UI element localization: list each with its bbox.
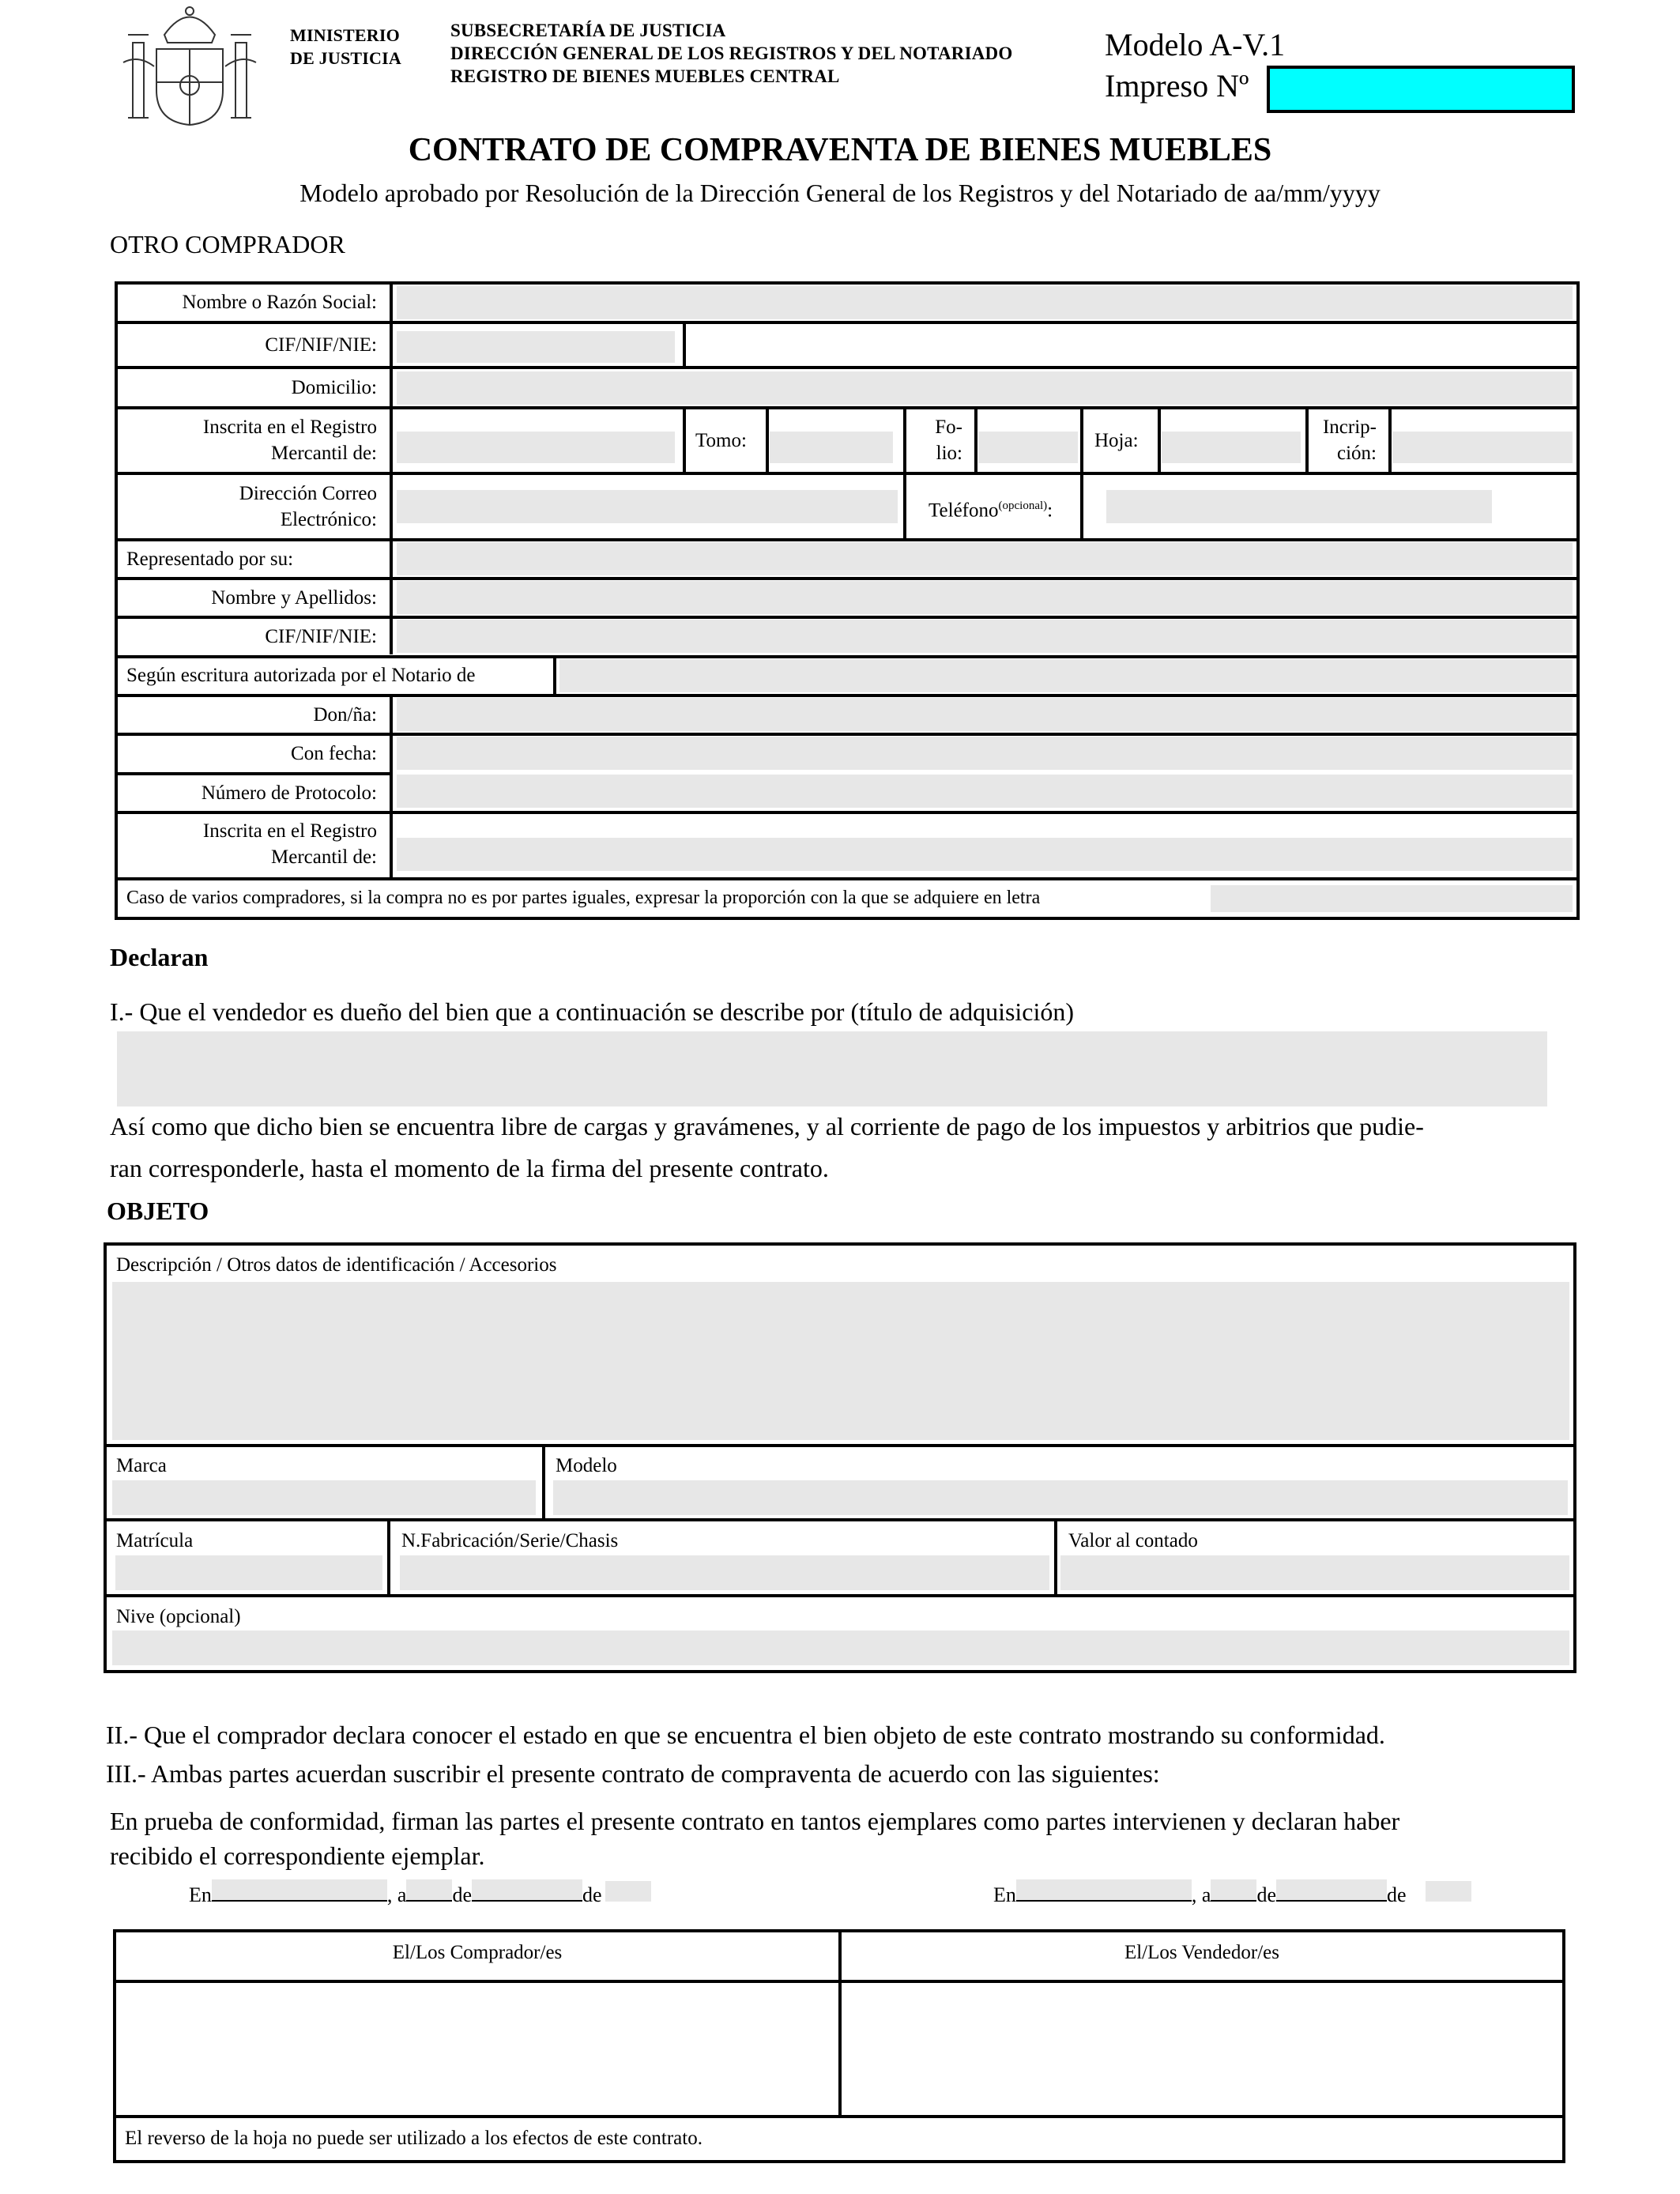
label-representado: Representado por su: — [126, 548, 294, 570]
hoja-field[interactable] — [1162, 432, 1301, 463]
label-matricula: Matrícula — [116, 1530, 194, 1551]
clause-3: III.- Ambas partes acuerdan suscribir el presente contrato de compraventa de acuerdo con las siguientes: — [106, 1759, 1160, 1788]
domicilio-field[interactable] — [397, 371, 1573, 405]
inscripcion-field[interactable] — [1392, 432, 1573, 463]
label-fabricacion: N.Fabricación/Serie/Chasis — [401, 1530, 619, 1551]
telefono-field[interactable] — [1106, 490, 1492, 523]
label-inscrita: Inscrita en el Registro Mercantil de: — [202, 417, 377, 464]
libre-cargas-line-1: Así como que dicho bien se encuentra libre de cargas y gravámenes, y al corriente de pago de los impuestos y arbitrios que pudie- — [110, 1112, 1424, 1140]
label-cif: CIF/NIF/NIE: — [265, 334, 377, 356]
coat-of-arms-logo — [119, 3, 261, 128]
valor-field[interactable] — [1060, 1555, 1569, 1590]
label-nombre: Nombre o Razón Social: — [182, 292, 377, 313]
label-inscripcion: Incrip- ción: — [1322, 417, 1377, 464]
buyer-section-heading: OTRO COMPRADOR — [110, 230, 345, 258]
fabricacion-field[interactable] — [400, 1555, 1049, 1590]
declaran-item-1: I.- Que el vendedor es dueño del bien que a continuación se describe por (título de adquisición) — [110, 997, 1075, 1026]
date-place-field[interactable] — [1016, 1879, 1192, 1902]
fecha-field[interactable] — [397, 737, 1573, 770]
ministry-line-1: MINISTERIO — [290, 25, 400, 45]
label-fecha: Con fecha: — [291, 743, 377, 764]
label-protocolo: Número de Protocolo: — [201, 782, 377, 804]
declaran-heading: Declaran — [110, 943, 209, 971]
rep-cif-field[interactable] — [397, 620, 1573, 653]
department-line-2: DIRECCIÓN GENERAL DE LOS REGISTROS Y DEL NOTARIADO — [450, 43, 1013, 63]
label-nive: Nive (opcional) — [116, 1606, 241, 1627]
label-domicilio: Domicilio: — [291, 377, 377, 398]
representado-field[interactable] — [397, 542, 1573, 575]
label-marca: Marca — [116, 1455, 167, 1476]
date-day-field[interactable] — [1211, 1879, 1256, 1902]
date-year-field[interactable] — [1426, 1881, 1471, 1902]
registro-mercantil-field[interactable] — [397, 432, 675, 463]
comprador-signature-label: El/Los Comprador/es — [392, 1942, 563, 1963]
department-line-1: SUBSECRETARÍA DE JUSTICIA — [450, 21, 726, 40]
nive-field[interactable] — [112, 1630, 1569, 1665]
don-field[interactable] — [397, 698, 1573, 731]
comprador-signature-area[interactable] — [116, 1983, 838, 2115]
impreso-label: Impreso Nº — [1105, 68, 1249, 104]
vendedor-signature-label: El/Los Vendedor/es — [1124, 1942, 1280, 1963]
nombre-apellidos-field[interactable] — [397, 581, 1573, 614]
date-year-field[interactable] — [605, 1881, 651, 1902]
date-month-field[interactable] — [472, 1879, 582, 1902]
model-code: Modelo A-V.1 — [1105, 27, 1286, 62]
label-correo: Dirección Correo Electrónico: — [239, 483, 377, 530]
date-line-comprador: En , a de de — [189, 1879, 651, 1907]
department-line-3: REGISTRO DE BIENES MUEBLES CENTRAL — [450, 66, 840, 86]
label-hoja: Hoja: — [1094, 430, 1139, 451]
clause-2: II.- Que el comprador declara conocer el estado en que se encuentra el bien objeto de este contrato mostrando su conformidad. — [106, 1721, 1385, 1749]
date-month-field[interactable] — [1276, 1879, 1387, 1902]
cif-field[interactable] — [397, 331, 675, 363]
footer-note: El reverso de la hoja no puede ser utilizado a los efectos de este contrato. — [125, 2128, 703, 2149]
protocolo-field[interactable] — [397, 775, 1573, 808]
correo-field[interactable] — [397, 490, 898, 523]
titulo-adquisicion-field[interactable] — [117, 1031, 1547, 1106]
nombre-field[interactable] — [397, 286, 1573, 319]
date-place-field[interactable] — [212, 1879, 387, 1902]
libre-cargas-line-2: ran corresponderle, hasta el momento de la firma del presente contrato. — [110, 1154, 829, 1182]
tomo-field[interactable] — [770, 432, 893, 463]
impreso-number-field[interactable] — [1267, 66, 1575, 113]
vendedor-signature-area[interactable] — [842, 1983, 1562, 2115]
date-day-field[interactable] — [406, 1879, 452, 1902]
modelo-field[interactable] — [553, 1480, 1568, 1515]
ministry-name — [290, 24, 401, 70]
label-rep-cif: CIF/NIF/NIE: — [265, 626, 377, 647]
ministry-line-2: DE JUSTICIA — [290, 48, 401, 68]
prueba-line-2: recibido el correspondiente ejemplar. — [110, 1842, 485, 1870]
label-segun-escritura: Según escritura autorizada por el Notario de — [126, 665, 476, 686]
objeto-heading: OBJETO — [107, 1197, 209, 1225]
label-nombre-apellidos: Nombre y Apellidos: — [211, 587, 377, 609]
label-folio: Fo- lio: — [935, 417, 962, 464]
rep-registro-mercantil-field[interactable] — [397, 838, 1573, 871]
folio-field[interactable] — [978, 432, 1078, 463]
marca-field[interactable] — [112, 1480, 536, 1515]
notario-field[interactable] — [559, 659, 1573, 692]
department-names — [450, 19, 1012, 88]
label-valor: Valor al contado — [1068, 1530, 1198, 1551]
label-tomo: Tomo: — [695, 430, 747, 451]
label-modelo: Modelo — [556, 1455, 617, 1476]
date-line-vendedor: En , a de de — [993, 1879, 1471, 1907]
page-title: CONTRATO DE COMPRAVENTA DE BIENES MUEBLES — [408, 132, 1272, 168]
label-proporcion: Caso de varios compradores, si la compra no es por partes iguales, expresar la proporción con la que se adquiere en letra — [126, 888, 1041, 908]
label-telefono: Teléfono$^{(opcional)}$: — [929, 499, 1053, 522]
descripcion-field[interactable] — [112, 1282, 1569, 1440]
matricula-field[interactable] — [115, 1555, 382, 1590]
prueba-line-1: En prueba de conformidad, firman las partes el presente contrato en tantos ejemplares como partes intervienen y declaran haber — [110, 1807, 1400, 1835]
proporcion-field[interactable] — [1211, 885, 1573, 912]
label-don: Don/ña: — [313, 704, 377, 726]
label-rep-inscrita: Inscrita en el Registro Mercantil de: — [202, 820, 377, 868]
page-subtitle: Modelo aprobado por Resolución de la Dirección General de los Registros y del Notariado de aa/mm/yyyy — [299, 179, 1381, 207]
label-descripcion: Descripción / Otros datos de identificación / Accesorios — [116, 1254, 557, 1276]
